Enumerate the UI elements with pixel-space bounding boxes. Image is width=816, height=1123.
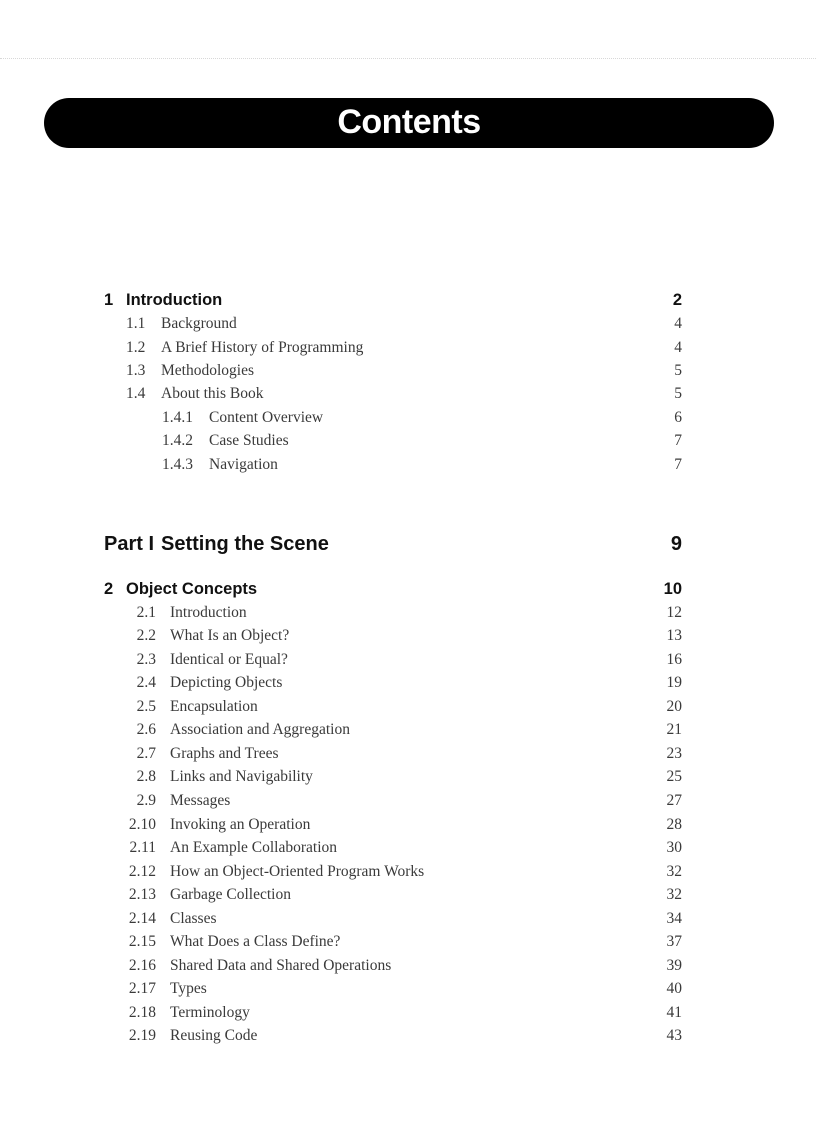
subsection-page: 7 [674, 432, 682, 449]
section-title: Introduction [170, 604, 247, 621]
section-page: 40 [666, 980, 682, 997]
section-page: 37 [666, 933, 682, 950]
toc-section[interactable] [0, 602, 816, 624]
toc-section[interactable] [0, 649, 816, 671]
section-number: 2.12 [128, 863, 156, 880]
section-number: 2.17 [128, 980, 156, 997]
section-title: Reusing Code [170, 1027, 258, 1044]
toc-part-1[interactable] [0, 531, 816, 557]
subsection-title: Navigation [209, 456, 278, 473]
section-page: 19 [666, 674, 682, 691]
section-page: 39 [666, 957, 682, 974]
section-title: Shared Data and Shared Operations [170, 957, 392, 974]
section-number: 2.6 [136, 721, 156, 738]
toc-section[interactable] [0, 955, 816, 977]
section-title: How an Object-Oriented Program Works [170, 863, 425, 880]
section-page: 28 [666, 816, 682, 833]
section-title: Encapsulation [170, 698, 258, 715]
subsection-page: 6 [674, 409, 682, 426]
section-page: 12 [666, 604, 682, 621]
section-number: 1.3 [126, 362, 146, 379]
section-page: 27 [666, 792, 682, 809]
section-title: A Brief History of Programming [161, 339, 364, 356]
section-title: What Does a Class Define? [170, 933, 341, 950]
section-title: Links and Navigability [170, 768, 313, 785]
section-number: 2.19 [128, 1027, 156, 1044]
subsection-number: 1.4.1 [162, 409, 193, 426]
section-page: 4 [674, 315, 682, 332]
section-title: Classes [170, 910, 217, 927]
chapter-number: 1 [104, 291, 114, 309]
toc-section[interactable] [0, 790, 816, 812]
section-number: 2.9 [136, 792, 156, 809]
section-page: 23 [666, 745, 682, 762]
section-page: 16 [666, 651, 682, 668]
contents-banner [44, 98, 774, 148]
section-number: 2.11 [129, 839, 156, 856]
section-page: 43 [666, 1027, 682, 1044]
toc-section[interactable] [0, 908, 816, 930]
section-number: 2.10 [128, 816, 156, 833]
toc-section[interactable] [0, 814, 816, 836]
toc-chapter-2[interactable] [0, 578, 816, 600]
toc-section[interactable] [0, 625, 816, 647]
section-page: 5 [674, 362, 682, 379]
subsection-page: 7 [674, 456, 682, 473]
subsection-number: 1.4.3 [162, 456, 193, 473]
toc-section[interactable] [0, 1025, 816, 1047]
section-number: 2.16 [128, 957, 156, 974]
section-title: Types [170, 980, 207, 997]
section-page: 21 [666, 721, 682, 738]
section-number: 2.4 [136, 674, 156, 691]
section-title: About this Book [161, 385, 264, 402]
section-number: 2.8 [136, 768, 156, 785]
chapter-title: Introduction [126, 291, 223, 309]
chapter-title: Object Concepts [126, 580, 258, 598]
section-title: Association and Aggregation [170, 721, 350, 738]
chapter-page: 2 [672, 291, 682, 309]
subsection-title: Case Studies [209, 432, 289, 449]
section-page: 32 [666, 863, 682, 880]
section-number: 2.1 [136, 604, 156, 621]
toc-section[interactable] [0, 383, 816, 405]
section-title: Messages [170, 792, 231, 809]
toc-section[interactable] [0, 696, 816, 718]
section-page: 30 [666, 839, 682, 856]
section-number: 2.7 [136, 745, 156, 762]
section-number: 2.13 [128, 886, 156, 903]
section-number: 2.18 [128, 1004, 156, 1021]
toc-section[interactable] [0, 1002, 816, 1024]
section-title: Graphs and Trees [170, 745, 279, 762]
section-page: 20 [666, 698, 682, 715]
subsection-number: 1.4.2 [162, 432, 193, 449]
section-number: 2.2 [136, 627, 156, 644]
toc-section[interactable] [0, 743, 816, 765]
section-title: An Example Collaboration [170, 839, 338, 856]
toc-section[interactable] [0, 884, 816, 906]
toc-section[interactable] [0, 337, 816, 359]
chapter-number: 2 [104, 580, 114, 598]
toc-section[interactable] [0, 766, 816, 788]
section-page: 4 [674, 339, 682, 356]
toc-section[interactable] [0, 360, 816, 382]
section-title: Garbage Collection [170, 886, 291, 903]
section-title: Invoking an Operation [170, 816, 311, 833]
toc-chapter-1[interactable] [0, 289, 816, 311]
section-page: 41 [666, 1004, 682, 1021]
top-divider [0, 58, 816, 59]
section-title: Terminology [170, 1004, 250, 1021]
toc-subsection[interactable] [0, 430, 816, 452]
section-page: 32 [666, 886, 682, 903]
section-number: 2.15 [128, 933, 156, 950]
section-title: Identical or Equal? [170, 651, 288, 668]
section-title: Background [161, 315, 237, 332]
section-number: 2.14 [128, 910, 156, 927]
section-number: 1.4 [126, 385, 146, 402]
section-number: 2.5 [136, 698, 156, 715]
part-label: Part I [104, 533, 155, 555]
part-page: 9 [670, 533, 682, 555]
toc-section[interactable] [0, 978, 816, 1000]
toc-section[interactable] [0, 719, 816, 741]
section-title: Depicting Objects [170, 674, 283, 691]
toc-subsection[interactable] [0, 454, 816, 476]
section-page: 25 [666, 768, 682, 785]
section-title: What Is an Object? [170, 627, 290, 644]
toc-section[interactable] [0, 931, 816, 953]
section-page: 13 [666, 627, 682, 644]
part-title: Setting the Scene [161, 533, 329, 555]
section-number: 2.3 [136, 651, 156, 668]
toc-subsection[interactable] [0, 407, 816, 429]
toc-section[interactable] [0, 861, 816, 883]
chapter-page: 10 [663, 580, 682, 598]
toc-section[interactable] [0, 672, 816, 694]
subsection-title: Content Overview [209, 409, 324, 426]
section-title: Methodologies [161, 362, 254, 379]
section-number: 1.2 [126, 339, 146, 356]
section-page: 5 [674, 385, 682, 402]
page-title: Contents [337, 103, 481, 141]
section-number: 1.1 [126, 315, 146, 332]
toc-section[interactable] [0, 313, 816, 335]
section-page: 34 [666, 910, 682, 927]
toc-section[interactable] [0, 837, 816, 859]
